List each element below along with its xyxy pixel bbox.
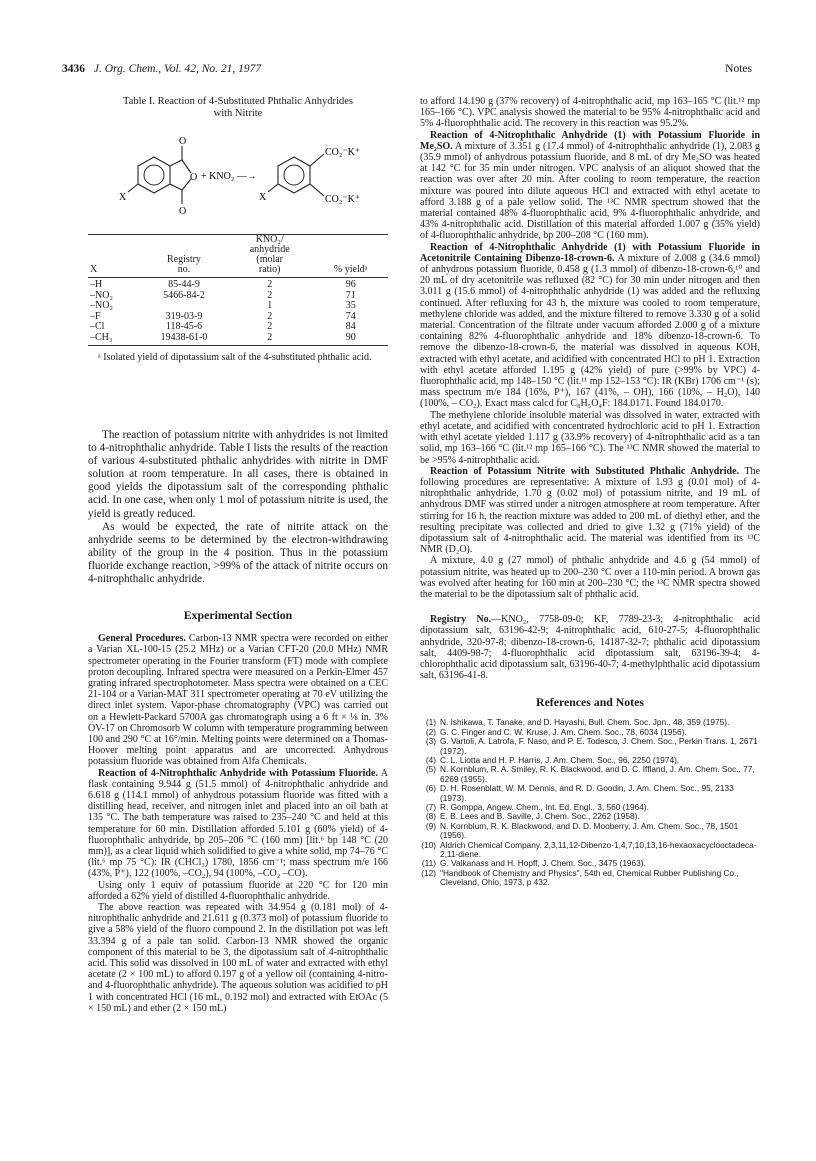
paragraph-text: Carbon-13 NMR spectra were recorded on either a Varian XL-100-15 (25.2 MHz) or a Varian CFT-20 (20.0 MHz) NMR spectrometer operating in the Fourier transform (FT) mode with complete proton decoupling. Infrared spectra were measured on a Perkin-Elmer 457 grating infrared spectrophotometer. Mass spectra were obtained on a CEC 21-104 or a Varian-MAT 311 spectrometer operating at 70 eV utilizing the direct inlet system. Vapor-phase chromatography (VPC) was carried out on a Hewlett-Packard 5700A gas chromatograph using a 6 ft × ⅛ in. 3% OV-17 on Chromosorb W column with temperature programming between 100 and 290 °C at 16°/min. Melting points were determined on a Thomas-Hoover melting point apparatus and are uncorrected. Anhydrous potassium fluoride was obtained from Alfa Chemicals.: [88, 633, 388, 768]
ref-text: E. B. Lees and B. Saville, J. Chem. Soc., 2262 (1958).: [440, 811, 640, 822]
cell-x: –F: [90, 310, 101, 322]
ref-number: (5): [425, 764, 436, 775]
registry-paragraph: [420, 614, 760, 681]
carboxylate-bond: [310, 184, 324, 196]
header-kno2-line4: ratio): [226, 265, 313, 278]
ref-number: (8): [425, 811, 436, 822]
cell-yield: 84: [345, 321, 356, 332]
carbonyl-oxygen-top: O: [179, 136, 187, 147]
cell-ratio: 1: [267, 300, 273, 311]
substituent-x-left: X: [119, 192, 127, 203]
carboxylate-top: CO₂⁻K⁺: [325, 147, 361, 158]
list-item: [420, 737, 760, 756]
journal-citation: J. Org. Chem., Vol. 42, No. 21, 1977: [93, 63, 262, 75]
ref-number: (10): [421, 839, 436, 850]
cell-ratio: 2: [267, 279, 273, 290]
reagent-text: + KNO₂ —→: [201, 171, 257, 182]
cell-x: –NO₂: [90, 300, 113, 311]
reaction-kf-paragraph: [88, 768, 388, 880]
carbonyl-oxygen-bottom: O: [179, 206, 187, 217]
cell-x: –Cl: [90, 321, 105, 332]
reaction-me2so-paragraph: [420, 130, 760, 242]
header-registry: [142, 235, 226, 246]
paragraph-text: The following procedures are representative: A mixture of 1.93 g (0.01 mol) of 4-nitrophthalic anhydride, 1.70 g (0.02 mol) of potassium nitrite, and 19 mL of anhydrous DMF was stirred under a nitrogen atmosphere at room temperature. After stirring for 16 h, the reaction mixture was added to 200 mL of diethyl ether, and the resulting precipitate was collected and dried to give 1.32 g (71% yield) of the dipotassium salt of 4-nitrophthalic acid. The material was identified from its ¹³C NMR (D₂O).: [420, 465, 760, 556]
ref-text: N. Kornblum, R. K. Blackwood, and D. D. Mooberry, J. Am. Chem. Soc., 78, 1501 (1956).: [440, 820, 739, 841]
reaction-acetonitrile-paragraph-2: The methylene chloride insoluble material was dissolved in water, extracted with ethyl acetate, and acidified with concentrated hydrochloric acid to pH 1. Extraction with ethyl acetate yielded 1.117 g (33.9% recovery) of 4-nitrophthalic acid as a tan solid, mp 163–166 °C (lit.¹² mp 165–166 °C). The ¹³C NMR showed the material to be >95% 4-nitrophthalic acid.: [420, 409, 760, 466]
carboxylate-bottom: CO₂⁻K⁺: [325, 194, 361, 205]
ref-number: (12): [421, 867, 436, 878]
cell-registry: 19438-61-0: [160, 331, 208, 343]
table-title-line-2: with Nitrite: [213, 108, 263, 119]
table-row: [88, 312, 388, 323]
list-item: [420, 765, 760, 784]
header-spacer: [313, 245, 388, 255]
ref-number: (4): [425, 754, 436, 765]
reaction-nitrite-paragraph: [420, 466, 760, 556]
table-row: [88, 301, 388, 312]
intro-paragraph-2: As would be expected, the rate of nitrite attack on the anhydride seems to be determined by the electron-withdrawing ability of the group in the 4 position. Thus in the potassium fluoride exchange reaction, >99% of the attack of nitrite occurs on 4-nitrophthalic anhydride.: [88, 520, 388, 586]
reaction-kf-paragraph-2: Using only 1 equiv of potassium fluoride at 220 °C for 120 min afforded a 62% yield of distilled 4-fluorophthalic anhydride.: [88, 879, 388, 902]
list-item: [420, 784, 760, 803]
cell-registry: 85-44-9: [168, 279, 200, 290]
paragraph-text: A mixture of 3.351 g (17.4 mmol) of 4-nitrophthalic anhydride (1), 2.083 g (35.9 mmol) of anhydrous potassium fluoride, and 8 mL of dry Me₂SO was heated at 142 °C for 35 min under nitrogen. VPC analysis of an aliquot showed that the reaction was over after 20 min. After cooling to room temperature, the reaction mixture was poured into dilute aqueous HCl and extracted with ethyl acetate to afford 3.188 g of a pale yellow solid. The ¹³C NMR spectrum showed that the material contained 48% 4-fluorophthalic acid, 9% 4-fluorophthalic anhydride, and 43% 4-nitrophthalic acid. Distillation of this material afforded 1.007 g (35% yield) of 4-fluorophthalic anhydride, bp 200–208 °C (160 mm).: [420, 140, 760, 242]
table-title-line-1: Table I. Reaction of 4-Substituted Phthalic Anhydrides: [123, 96, 353, 107]
cell-yield: 74: [345, 310, 356, 322]
ref-text: N. Kornblum, R. A. Smiley, R. K. Blackwood, and D. C. Iffland, J. Am. Chem. Soc., 77, 6269 (1955).: [440, 764, 755, 784]
product-aromatic-circle: [284, 165, 304, 185]
cell-ratio: 2: [267, 289, 273, 301]
ref-number: (3): [425, 736, 436, 747]
table-row: [88, 333, 388, 346]
table-title: [88, 96, 388, 120]
ref-number: (6): [425, 783, 436, 794]
cell-registry: 319-03-9: [165, 310, 203, 322]
ref-number: (11): [421, 858, 436, 869]
list-item: [420, 822, 760, 841]
ref-text: R. Gomppa, Angew. Chem., Int. Ed. Engl., 3, 560 (1964).: [440, 802, 649, 813]
cell-yield: 35: [345, 300, 356, 311]
ref-number: (2): [425, 726, 436, 737]
ref-text: C. L. Liotta and H. P. Harris, J. Am. Chem. Soc., 96, 2250 (1974).: [440, 754, 680, 765]
ref-text: "Handbook of Chemistry and Physics", 54th ed, Chemical Rubber Publishing Co., Cleveland, Ohio, 1973, p 432.: [440, 867, 739, 888]
general-procedures-paragraph: [88, 633, 388, 767]
ref-text: Aldrich Chemical Company. 2,3,11,12-Dibenzo-1,4,7,10,13,16-hexaoxacyclooctadeca-2,11-diene.: [440, 839, 757, 860]
header-spacer: [88, 245, 142, 255]
references-heading: References and Notes: [536, 695, 644, 710]
ring-oxygen: O: [190, 172, 198, 183]
header-x-label: X: [88, 265, 142, 278]
substituent-bond: [268, 184, 278, 192]
reaction-kf-paragraph-3: The above reaction was repeated with 34.954 g (0.181 mol) of 4-nitrophthalic anhydride and 21.611 g (0.373 mol) of potassium fluoride to give a 58% yield of the fluoro compound 2. In the distillation pot was left 33.394 g of a pale tan solid. Carbon-13 NMR showed the organic component of this material to be 3, the dipotassium salt of 4-nitrophthalic acid. This solid was dissolved in 100 mL of water and extracted with ethyl acetate (2 × 100 mL) to afford 0.197 g of a yellow oil (containing 4-nitro- and 4-fluorophthalic anhydride). The aqueous solution was acidified to pH 1 with concentrated HCl (16 mL, 0.192 mol) and extracted with EtOAc (5 × 150 mL) and ether (2 × 150 mL): [88, 902, 388, 1014]
cell-registry: 5466-84-2: [163, 289, 205, 301]
table-row: [88, 278, 388, 291]
product-ring: [278, 157, 310, 193]
list-item: [420, 841, 760, 860]
header-spacer: [313, 235, 388, 246]
page-number: 3436: [62, 63, 85, 75]
header-registry-line2: no.: [142, 265, 226, 278]
right-column: [420, 96, 760, 888]
reaction-scheme: [88, 124, 388, 234]
intro-paragraph-1: The reaction of potassium nitrite with anhydrides is not limited to 4-nitrophthalic anhydride. Table I lists the results of the reaction of various 4-substituted phthalic anhydrides with nitrite in DMF solution at room temperature. In all cases, there is obtained in good yields the dipotassium salt of the corresponding phthalic acid. In one case, when only 1 mol of potassium nitrite is used, the yield is greatly reduced.: [88, 429, 388, 520]
table-row: [88, 291, 388, 302]
run-in-heading: Reaction of Potassium Nitrite with Substituted Phthalic Anhydride.: [430, 465, 740, 477]
ref-number: (1): [425, 717, 436, 728]
header-registry-line1: Registry: [167, 254, 201, 265]
left-column: [88, 96, 388, 1014]
run-in-heading: Registry No.: [430, 614, 492, 626]
cell-x: –CH₃: [90, 331, 113, 343]
ref-text: N. Ishikawa, T. Tanake, and D. Hayashi, Bull. Chem. Soc. Jpn., 48, 359 (1975).: [440, 717, 730, 728]
paragraph-text: A flask containing 9.944 g (51.5 mmol) of 4-nitrophthalic anhydride and 6.618 g (114.1 mmol) of anhydrous potassium fluoride was fitted with a distilling head, receiver, and nitrogen inlet and placed into an oil bath at 135 °C. The bath temperature was raised to 235–240 °C and held at this temperature for 60 min. Distillation afforded 5.101 g (60% yield) of 4-fluorophthalic anhydride, bp 205–206 °C (160 mm) [lit.⁶ bp 148 °C (20 mm)], as a clear liquid which solidified to give a white solid, mp 74–76 °C (lit.⁶ mp 75 °C): IR (CHCl₃) 1780, 1856 cm⁻¹; mass spectrum m/e 166 (43%, P⁺), 122 (100%, –CO₂), 94 (100%, –CO₂ –CO).: [88, 767, 389, 880]
carboxylate-bond: [310, 154, 324, 166]
header-kno2-line1: KNO₂/: [255, 234, 284, 245]
paragraph-text: A mixture of 2.008 g (34.6 mmol) of anhydrous potassium fluoride, 0.458 g (1.3 mmol) of dibenzo-18-crown-6,¹⁰ and 20 mL of dry acetonitrile was refluxed (82 °C) for 30 min under nitrogen and then 3.011 g (15.6 mmol) of 4-nitrophthalic anhydride (1) was added and the refluxing continued. After refluxing for 43 h, the mixture was cooled to room temperature, methylene chloride was added, and the mixture filtered to remove 3.330 g of a solid material. Concentration of the filtrate under vacuum afforded 2.000 g of a mixture containing 82% 4-fluorophthalic anhydride and 18% dibenzo-18-crown-6. To remove the dibenzo-18-crown-6, the material was dissolved in aqueous KOH, extracted with ethyl acetate, and acidified with concentrated HCl to pH 1. Extraction with ethyl acetate afforded 1.195 g (42% yield) of pure (>99% by VPC) 4-fluorophthalic acid, mp 148–150 °C (lit.¹¹ mp 152–153 °C): IR (KBr) 1706 cm⁻¹ (s); mass spectrum m/e 184 (16%, P⁺), 167 (41%, – OH), 166 (10%, – H₂O), 140 (100%, – CO₂). Exact mass calcd for C₈H₅O₄F: 184.0171. Found 184.0170.: [420, 252, 761, 410]
run-in-heading: General Procedures.: [98, 633, 186, 645]
ref-number: (7): [425, 802, 436, 813]
cell-yield: 71: [345, 289, 356, 301]
cell-yield: 96: [345, 279, 356, 290]
section-label: Notes: [725, 63, 752, 75]
ref-text: G. Valkanass and H. Hopff, J. Chem. Soc., 3475 (1963).: [440, 858, 646, 869]
header-kno2-line3: (molar: [256, 254, 284, 265]
cell-ratio: 2: [267, 331, 273, 343]
substituent-bond: [128, 184, 138, 192]
page-header: [62, 63, 752, 79]
paragraph-text: —KNO₂, 7758-09-0; KF, 7789-23-3; 4-nitrophthalic acid dipotassium salt, 63196-42-9; 4-nitrophthalic acid, 610-27-5; 4-fluorophthalic anhydride, 320-97-8; dibenzo-18-crown-6, 14187-32-7; phthalic acid dipotassium salt, 4409-98-7; 4-fluorophthalic acid dipotassium salt, 63196-39-4; 4-chlorophthalic acid dipotassium salt, 63196-40-7; 4-methylphthalic acid dipotassium salt, 63196-41-8.: [420, 614, 760, 682]
substituent-x-right: X: [259, 192, 267, 203]
cell-yield: 90: [345, 331, 356, 343]
anhydride-bond: [170, 160, 182, 166]
data-table: [88, 234, 388, 346]
header-yield: % yieldᵃ: [313, 265, 388, 278]
run-in-heading: Reaction of 4-Nitrophthalic Anhydride (1) with Potassium Fluoride in Acetonitrile Containing Dibenzo-18-crown-6.: [420, 241, 760, 264]
cell-registry: 118-45-6: [165, 321, 203, 332]
anhydride-ring: [138, 157, 170, 193]
ref-text: D. H. Rosenblatt, W. M. Dennis, and R. D. Goodin, J. Am. Chem. Soc., 95, 2133 (1973).: [440, 783, 734, 803]
references-list: [420, 718, 760, 887]
header-kno2-line2: anhydride: [249, 244, 290, 255]
ref-number: (9): [425, 820, 436, 831]
run-in-heading: Reaction of 4-Nitrophthalic Anhydride with Potassium Fluoride.: [98, 767, 378, 779]
ref-text: G. Vartoli, A. Latrofa, F. Naso, and P. E. Todesco, J. Chem. Soc., Perkin Trans. 1, 2671 (1972).: [440, 736, 758, 756]
table-footnote: ᵃ Isolated yield of dipotassium salt of the 4-substituted phthalic acid.: [98, 352, 372, 363]
anhydride-aromatic-circle: [144, 165, 164, 185]
continued-paragraph: to afford 14.190 g (37% recovery) of 4-nitrophthalic acid, mp 163–165 °C (lit.¹² mp 165–166 °C). VPC analysis showed the material to be 95% 4-nitrophthalic acid and 5% 4-fluorophthalic acid. The recovery in this reaction was 95.2%.: [420, 96, 760, 130]
anhydride-bond: [170, 184, 182, 190]
header-x: [88, 235, 142, 246]
ref-text: G. C. Finger and C. W. Kruse, J. Am. Chem. Soc., 78, 6034 (1956).: [440, 726, 687, 737]
table-row: [88, 322, 388, 333]
experimental-heading: Experimental Section: [183, 608, 293, 623]
cell-ratio: 2: [267, 321, 273, 332]
run-in-heading: Reaction of 4-Nitrophthalic Anhydride (1) with Potassium Fluoride in Me₂SO.: [420, 129, 760, 152]
cell-x: –H: [90, 279, 103, 290]
reaction-nitrite-paragraph-2: A mixture, 4.0 g (27 mmol) of phthalic anhydride and 4.6 g (54 mmol) of potassium nitrite, was heated up to 200–230 °C over a 110-min period. A brown gas was evolved after heating for 160 min at 200–230 °C; the ¹³C NMR spectra showed the material to be the dipotassium salt of phthalic acid.: [420, 555, 760, 600]
cell-ratio: 2: [267, 310, 273, 322]
reaction-acetonitrile-paragraph: [420, 242, 760, 410]
cell-x: –NO₂: [90, 289, 113, 301]
list-item: [420, 869, 760, 888]
cell-registry: [142, 301, 226, 312]
